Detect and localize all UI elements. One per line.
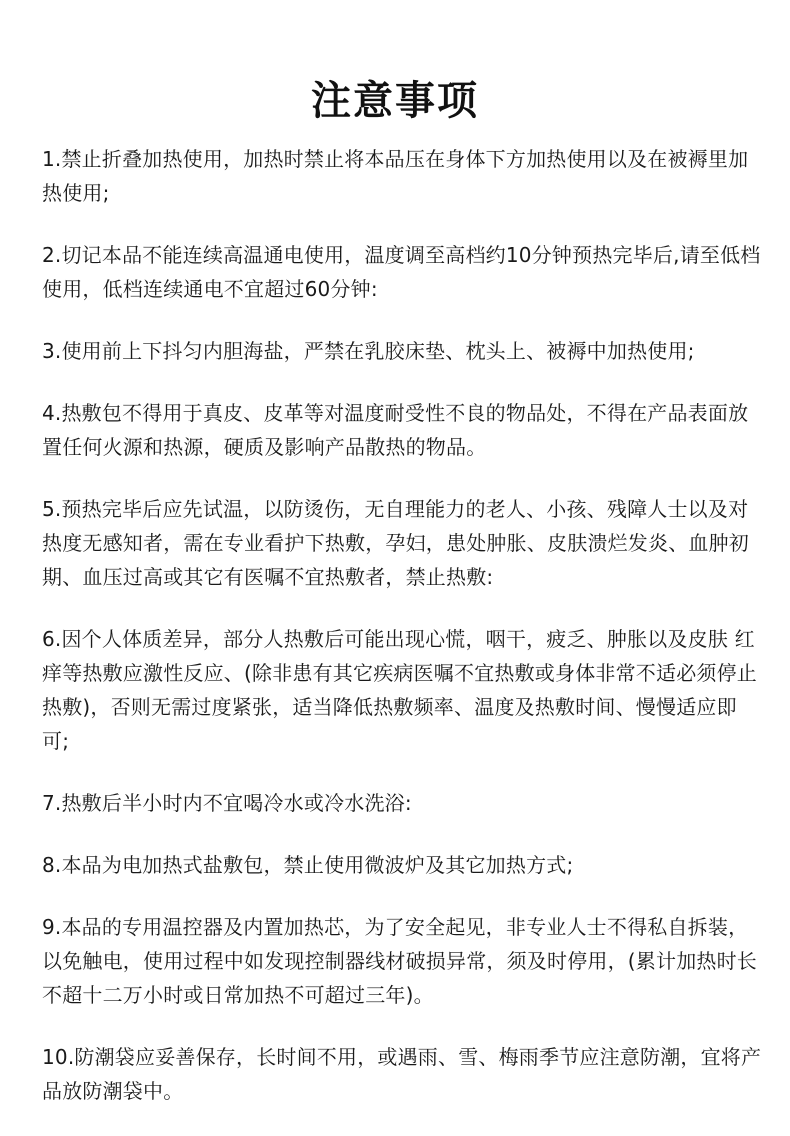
notice-item: 5.预热完毕后应先试温，以防烫伤，无自理能力的老人、小孩、残障人士以及对热度无感知者，需在专业看护下热敷，孕妇，患处肿胀、皮肤溃烂发炎、血肿初期、血压过高或其它有医嘱不宜热敷者，禁止热敷: — [42, 497, 749, 589]
notice-item: 2.切记本品不能连续高温通电使用，温度调至高档约10分钟预热完毕后,请至低档使用，低档连续通电不宜超过60分钟: — [42, 243, 761, 301]
notice-item: 1.禁止折叠加热使用，加热时禁止将本品压在身体下方加热使用以及在被褥里加热使用; — [42, 147, 749, 205]
notice-item: 6.因个人体质差异，部分人热敷后可能出现心慌，咽干，疲乏、肿胀以及皮肤 红痒等热敷应激性反应、(除非患有其它疾病医嘱不宜热敷或身体非常不适必须停止热敷)，否则无需过度紧张，适当降低热敷频率、温度及热敷时间、慢慢适应即可; — [42, 627, 758, 753]
notice-item: 10.防潮袋应妥善保存，长时间不用，或遇雨、雪、梅雨季节应注意防潮，宜将产品放防潮袋中。 — [42, 1045, 762, 1103]
notice-item: 3.使用前上下抖匀内胆海盐，严禁在乳胶床垫、枕头上、被褥中加热使用; — [42, 339, 695, 363]
page-title: 注意事项 — [311, 77, 479, 124]
notice-item: 4.热敷包不得用于真皮、皮革等对温度耐受性不良的物品处，不得在产品表面放置任何火源和热源，硬质及影响产品散热的物品。 — [42, 401, 749, 459]
notice-item: 8.本品为电加热式盐敷包，禁止使用微波炉及其它加热方式; — [42, 853, 574, 877]
notice-list — [42, 142, 762, 1136]
notice-item: 9.本品的专用温控器及内置加热芯，为了安全起见，非专业人士不得私自拆装，以免触电，使用过程中如发现控制器线材破损异常，须及时停用，(累计加热时长不超十二万小时或日常加热不可超过三年)。 — [42, 915, 758, 1007]
notice-item: 7.热敷后半小时内不宜喝冷水或冷水洗浴: — [42, 791, 412, 815]
